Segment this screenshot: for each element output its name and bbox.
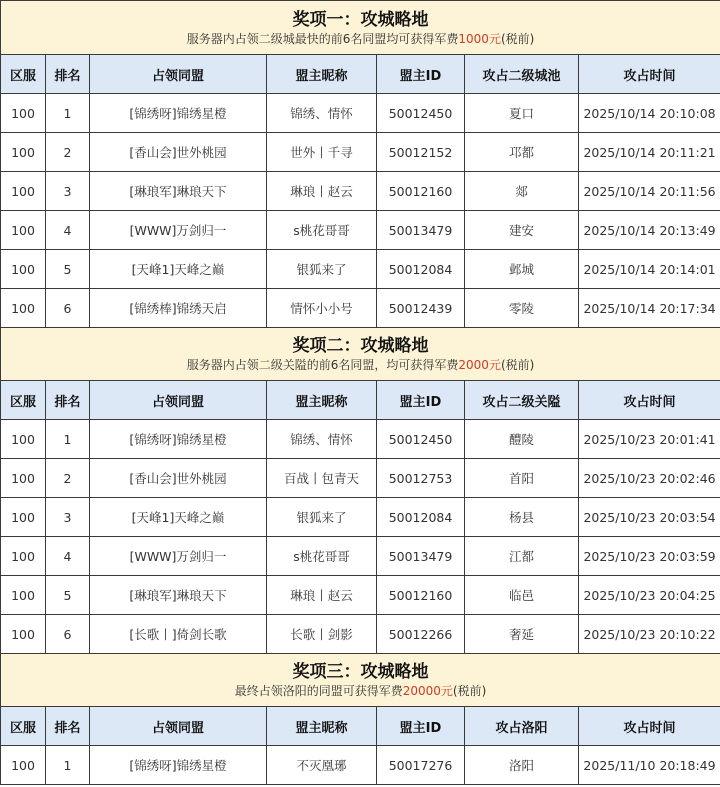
tax-note: (税前) [500, 358, 535, 372]
cell-alliance: [WWW]万剑归一 [90, 537, 267, 576]
cell-leader-name: 锦绣、情怀 [267, 420, 377, 459]
section-header [1, 328, 720, 381]
cell-target: 建安 [465, 211, 579, 250]
cell-target: 临邑 [465, 576, 579, 615]
cell-server: 100 [1, 746, 46, 785]
cell-leader-id: 50012160 [377, 576, 465, 615]
cell-alliance: [琳琅军]琳琅天下 [90, 172, 267, 211]
cell-rank: 6 [46, 615, 90, 654]
cell-alliance: [香山会]世外桃园 [90, 133, 267, 172]
cell-rank: 4 [46, 211, 90, 250]
cell-leader-name: 银狐来了 [267, 250, 377, 289]
section-description [1, 683, 720, 699]
cell-server: 100 [1, 94, 46, 133]
section-header [1, 654, 720, 707]
cell-time: 2025/10/14 20:14:01 [579, 250, 720, 289]
cell-server: 100 [1, 211, 46, 250]
col-header-server: 区服 [1, 707, 46, 746]
col-header-rank: 排名 [46, 381, 90, 420]
cell-rank: 3 [46, 498, 90, 537]
cell-leader-id: 50012152 [377, 133, 465, 172]
col-header-leader-name: 盟主昵称 [267, 381, 377, 420]
section-title: 奖项一：攻城略地 [292, 9, 429, 30]
cell-time: 2025/10/14 20:13:49 [579, 211, 720, 250]
cell-time: 2025/10/14 20:11:56 [579, 172, 720, 211]
cell-leader-id: 50013479 [377, 537, 465, 576]
tax-note: (税前) [500, 31, 535, 46]
cell-target: 江都 [465, 537, 579, 576]
col-header-target: 攻占二级城池 [465, 55, 579, 94]
cell-leader-id: 50012160 [377, 172, 465, 211]
table-row [1, 172, 720, 211]
col-header-server: 区服 [1, 381, 46, 420]
cell-target: 郯 [465, 172, 579, 211]
cell-leader-id: 50012266 [377, 615, 465, 654]
cell-leader-name: 琳琅丨赵云 [267, 172, 377, 211]
cell-leader-id: 50012450 [377, 94, 465, 133]
table-row [1, 498, 720, 537]
col-header-time: 攻占时间 [579, 55, 720, 94]
cell-rank: 5 [46, 576, 90, 615]
cell-alliance: [锦绣呀]锦绣星橙 [90, 94, 267, 133]
cell-leader-id: 50013479 [377, 211, 465, 250]
cell-server: 100 [1, 498, 46, 537]
cell-alliance: [WWW]万剑归一 [90, 211, 267, 250]
reward-table-3 [0, 653, 720, 785]
tax-note: (税前) [452, 684, 487, 698]
cell-server: 100 [1, 289, 46, 328]
col-header-server: 区服 [1, 55, 46, 94]
cell-time: 2025/10/23 20:01:41 [579, 420, 720, 459]
cell-time: 2025/10/14 20:11:21 [579, 133, 720, 172]
cell-server: 100 [1, 576, 46, 615]
cell-leader-id: 50012084 [377, 498, 465, 537]
table-row [1, 746, 720, 785]
column-header-row [1, 707, 720, 746]
col-header-leader-id: 盟主ID [377, 381, 465, 420]
cell-server: 100 [1, 537, 46, 576]
cell-alliance: [琳琅军]琳琅天下 [90, 576, 267, 615]
col-header-time: 攻占时间 [579, 707, 720, 746]
section-title: 奖项二：攻城略地 [292, 336, 429, 356]
reward-table-1 [0, 0, 720, 328]
cell-server: 100 [1, 459, 46, 498]
col-header-alliance: 占领同盟 [90, 707, 267, 746]
table-row [1, 133, 720, 172]
cell-time: 2025/10/23 20:04:25 [579, 576, 720, 615]
cell-rank: 2 [46, 459, 90, 498]
cell-rank: 2 [46, 133, 90, 172]
reward-table-2 [0, 327, 720, 654]
cell-leader-id: 50012439 [377, 289, 465, 328]
col-header-leader-name: 盟主昵称 [267, 55, 377, 94]
cell-alliance: [天峰1]天峰之巅 [90, 498, 267, 537]
section-description [1, 357, 720, 373]
column-header-row [1, 55, 720, 94]
cell-time: 2025/10/23 20:10:22 [579, 615, 720, 654]
col-header-time: 攻占时间 [579, 381, 720, 420]
cell-target: 醴陵 [465, 420, 579, 459]
cell-leader-name: s桃花哥哥 [267, 211, 377, 250]
cell-alliance: [锦绣呀]锦绣星橙 [90, 420, 267, 459]
cell-alliance: [香山会]世外桃园 [90, 459, 267, 498]
cell-target: 邺城 [465, 250, 579, 289]
description-text: 服务器内占领二级关隘的前6名同盟，均可获得军费 [186, 358, 459, 372]
cell-leader-name: 不灭凰琊 [267, 746, 377, 785]
cell-alliance: [锦绣呀]锦绣星橙 [90, 746, 267, 785]
cell-rank: 1 [46, 94, 90, 133]
cell-target: 邛都 [465, 133, 579, 172]
reward-amount: 1000元 [458, 31, 501, 46]
table-row [1, 420, 720, 459]
column-header-row [1, 381, 720, 420]
cell-target: 杨县 [465, 498, 579, 537]
cell-rank: 4 [46, 537, 90, 576]
col-header-leader-id: 盟主ID [377, 707, 465, 746]
cell-target: 夏口 [465, 94, 579, 133]
reward-amount: 20000元 [402, 684, 453, 698]
cell-time: 2025/10/14 20:10:08 [579, 94, 720, 133]
cell-leader-name: 银狐来了 [267, 498, 377, 537]
cell-alliance: [天峰1]天峰之巅 [90, 250, 267, 289]
section-title: 奖项三：攻城略地 [292, 662, 429, 682]
col-header-alliance: 占领同盟 [90, 381, 267, 420]
cell-leader-id: 50012753 [377, 459, 465, 498]
col-header-alliance: 占领同盟 [90, 55, 267, 94]
table-row [1, 459, 720, 498]
cell-alliance: [锦绣棒]锦绣天启 [90, 289, 267, 328]
description-text: 服务器内占领二级城最快的前6名同盟均可获得军费 [186, 31, 459, 46]
cell-rank: 5 [46, 250, 90, 289]
table-row [1, 537, 720, 576]
cell-time: 2025/10/23 20:02:46 [579, 459, 720, 498]
cell-target: 首阳 [465, 459, 579, 498]
col-header-target: 攻占洛阳 [465, 707, 579, 746]
cell-leader-name: s桃花哥哥 [267, 537, 377, 576]
cell-alliance: [长歌丨]倚剑长歌 [90, 615, 267, 654]
cell-leader-name: 情怀小小号 [267, 289, 377, 328]
table-row [1, 615, 720, 654]
cell-server: 100 [1, 133, 46, 172]
cell-leader-name: 世外丨千寻 [267, 133, 377, 172]
cell-time: 2025/10/23 20:03:54 [579, 498, 720, 537]
cell-target: 零陵 [465, 289, 579, 328]
reward-amount: 2000元 [458, 358, 501, 372]
cell-target: 洛阳 [465, 746, 579, 785]
cell-server: 100 [1, 615, 46, 654]
cell-rank: 3 [46, 172, 90, 211]
cell-target: 奢延 [465, 615, 579, 654]
cell-rank: 1 [46, 420, 90, 459]
description-text: 最终占领洛阳的同盟可获得军费 [234, 684, 403, 698]
cell-time: 2025/11/10 20:18:49 [579, 746, 720, 785]
cell-time: 2025/10/14 20:17:34 [579, 289, 720, 328]
col-header-leader-id: 盟主ID [377, 55, 465, 94]
cell-time: 2025/10/23 20:03:59 [579, 537, 720, 576]
col-header-leader-name: 盟主昵称 [267, 707, 377, 746]
section-description [1, 31, 720, 47]
cell-leader-name: 锦绣、情怀 [267, 94, 377, 133]
table-row [1, 289, 720, 328]
cell-server: 100 [1, 172, 46, 211]
cell-leader-id: 50012084 [377, 250, 465, 289]
table-row [1, 94, 720, 133]
table-row [1, 211, 720, 250]
cell-leader-name: 长歌丨剑影 [267, 615, 377, 654]
section-header [1, 1, 720, 55]
table-row [1, 250, 720, 289]
cell-rank: 6 [46, 289, 90, 328]
cell-leader-name: 琳琅丨赵云 [267, 576, 377, 615]
col-header-target: 攻占二级关隘 [465, 381, 579, 420]
cell-leader-id: 50017276 [377, 746, 465, 785]
col-header-rank: 排名 [46, 707, 90, 746]
cell-server: 100 [1, 420, 46, 459]
cell-leader-name: 百战丨包青天 [267, 459, 377, 498]
table-row [1, 576, 720, 615]
col-header-rank: 排名 [46, 55, 90, 94]
cell-leader-id: 50012450 [377, 420, 465, 459]
cell-rank: 1 [46, 746, 90, 785]
cell-server: 100 [1, 250, 46, 289]
